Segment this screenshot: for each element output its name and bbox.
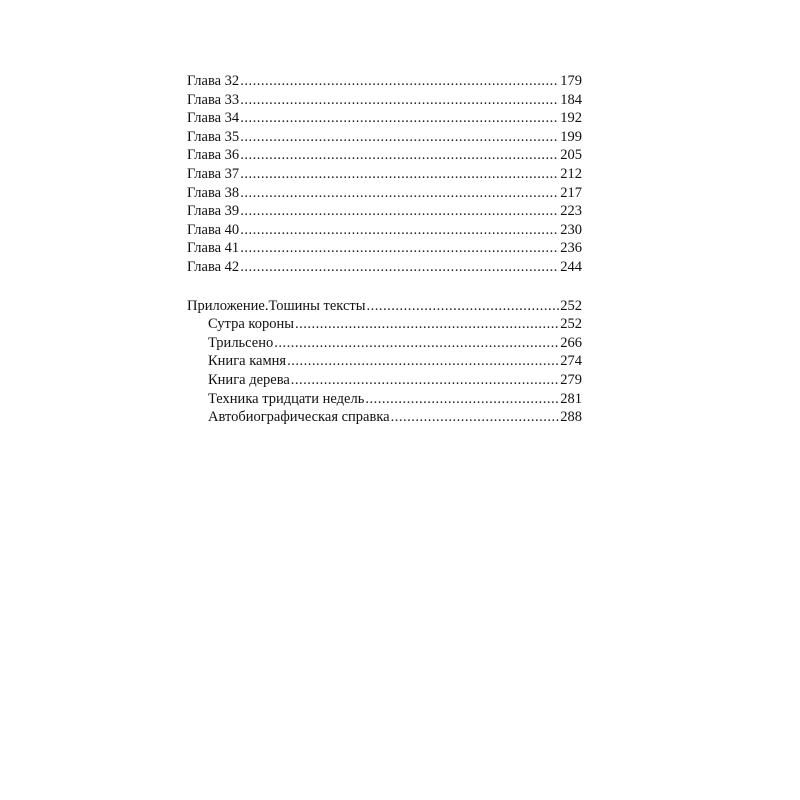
dot-leader (291, 371, 559, 390)
toc-entry-title: Сутра короны (208, 316, 294, 333)
toc-entry-page: 205 (560, 147, 582, 164)
toc-entry-chapter-34[interactable] (187, 109, 582, 128)
toc-subentry-kniga-kamnya[interactable] (187, 352, 582, 371)
toc-entry-title: Глава 36 (187, 147, 240, 164)
toc-entry-chapter-42[interactable] (187, 258, 582, 277)
toc-subentry-kniga-dereva[interactable] (187, 371, 582, 390)
toc-entry-title: Глава 42 (187, 258, 240, 275)
section-gap (187, 277, 582, 297)
dot-leader (287, 352, 559, 371)
toc-entry-chapter-41[interactable] (187, 239, 582, 258)
toc-entry-title: Книга дерева (208, 371, 290, 388)
toc-subentry-sutra-korony[interactable] (187, 315, 582, 334)
toc-entry-page: 236 (560, 240, 582, 257)
dot-leader (367, 297, 560, 316)
toc-entry-page: 281 (560, 390, 582, 407)
toc-entry-title: Глава 32 (187, 73, 240, 89)
toc-entry-page: 223 (560, 203, 582, 220)
toc-entry-page: 230 (560, 221, 582, 238)
toc-entry-title: Глава 38 (187, 184, 240, 201)
dot-leader (240, 258, 559, 277)
dot-leader (240, 184, 559, 203)
toc-entry-chapter-40[interactable] (187, 221, 582, 240)
dot-leader (240, 72, 559, 91)
toc-entry-chapter-38[interactable] (187, 184, 582, 203)
toc-entry-chapter-36[interactable] (187, 146, 582, 165)
toc-entry-title: Книга камня (208, 353, 287, 370)
dot-leader (240, 128, 559, 147)
toc-entry-page: 288 (560, 409, 582, 426)
dot-leader (295, 315, 559, 334)
toc-entry-title: Глава 39 (187, 203, 240, 220)
table-of-contents (187, 72, 582, 427)
dot-leader (240, 202, 559, 221)
toc-entry-title: Глава 34 (187, 110, 240, 127)
toc-entry-title: Глава 41 (187, 240, 240, 257)
toc-entry-title: Глава 35 (187, 128, 240, 145)
toc-entry-page: 192 (560, 110, 582, 127)
dot-leader (274, 334, 559, 353)
dot-leader (240, 239, 559, 258)
toc-entry-chapter-35[interactable] (187, 128, 582, 147)
toc-entry-page: 266 (560, 334, 582, 351)
toc-entry-page: 217 (560, 184, 582, 201)
dot-leader (391, 408, 560, 427)
toc-subentry-avtobiograficheskaya-spravka[interactable] (187, 408, 582, 427)
toc-entry-title: Техника тридцати недель (208, 390, 365, 407)
dot-leader (240, 91, 559, 110)
toc-entry-appendix[interactable] (187, 297, 582, 316)
toc-entry-page: 184 (560, 91, 582, 108)
toc-entry-page: 244 (560, 258, 582, 275)
toc-entry-title: Глава 40 (187, 221, 240, 238)
dot-leader (240, 146, 559, 165)
toc-entry-title: Приложение.Тошины тексты (187, 297, 366, 314)
toc-subentry-trilseno[interactable] (187, 334, 582, 353)
toc-entry-page: 279 (560, 371, 582, 388)
toc-subentry-tekhnika-tridtsati-nedel[interactable] (187, 390, 582, 409)
toc-entry-chapter-32[interactable] (187, 72, 582, 91)
dot-leader (240, 165, 559, 184)
dot-leader (365, 390, 559, 409)
toc-entry-title: Глава 37 (187, 165, 240, 182)
dot-leader (240, 221, 559, 240)
toc-entry-title: Автобиографическая справка (208, 409, 390, 426)
toc-entry-page: 199 (560, 128, 582, 145)
toc-entry-page: 252 (560, 316, 582, 333)
dot-leader (240, 109, 559, 128)
toc-entry-chapter-39[interactable] (187, 202, 582, 221)
toc-entry-chapter-37[interactable] (187, 165, 582, 184)
toc-entry-page: 274 (560, 353, 582, 370)
toc-entry-chapter-33[interactable] (187, 91, 582, 110)
toc-entry-title: Трильсено (208, 334, 274, 351)
toc-entry-page: 252 (560, 297, 582, 314)
toc-entry-title: Глава 33 (187, 91, 240, 108)
toc-entry-page: 212 (560, 165, 582, 182)
toc-entry-page: 179 (560, 73, 582, 89)
